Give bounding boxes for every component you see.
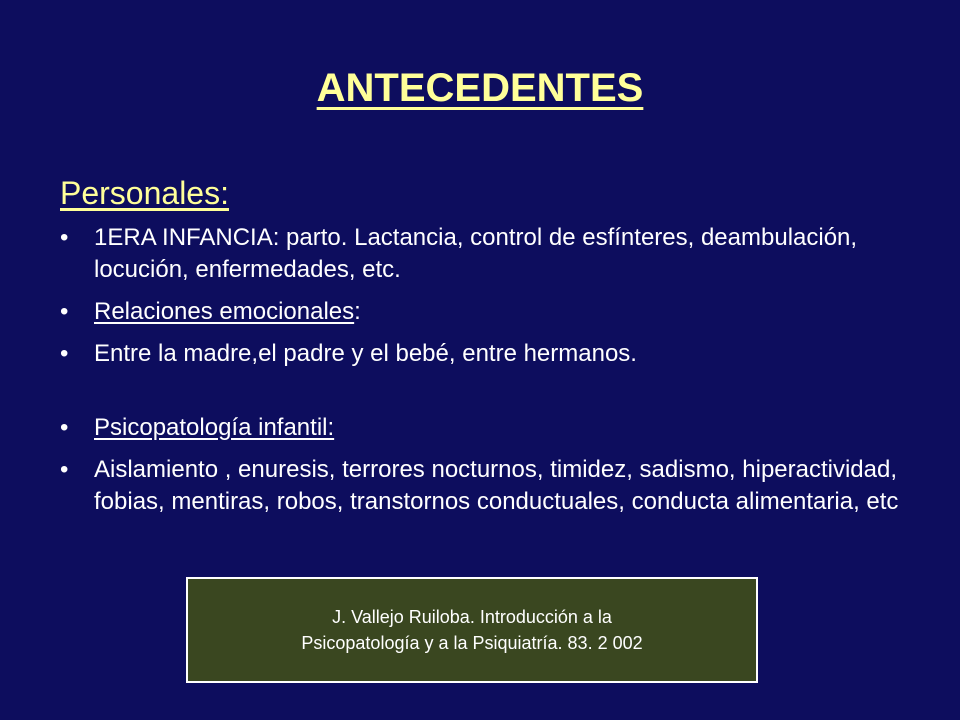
- bullet-text: Entre la madre,el padre y el bebé, entre hermanos.: [94, 340, 637, 367]
- bullet-dot: •: [60, 340, 69, 367]
- bullet-item-relaciones-emocionales: [60, 296, 930, 328]
- bullet-list: [60, 222, 930, 528]
- bullet-dot: •: [60, 414, 69, 441]
- bullet-dot: •: [60, 298, 69, 325]
- slide-title: ANTECEDENTES: [316, 66, 644, 110]
- bullet-dot: •: [60, 224, 69, 251]
- reference-line-1: J. Vallejo Ruiloba. Introducción a la: [332, 607, 612, 627]
- bullet-item-psicopatologia-infantil: [60, 412, 930, 444]
- reference-box: [186, 577, 758, 683]
- bullet-text: 1ERA INFANCIA: parto. Lactancia, control de esfínteres, deambulación, locución, enfermedades, etc.: [94, 224, 858, 283]
- bullet-text: Aislamiento , enuresis, terrores nocturnos, timidez, sadismo, hiperactividad, fobias, mentiras, robos, transtornos conductuales, conducta alimentaria, etc: [94, 456, 899, 515]
- section-heading-personales: Personales:: [60, 175, 229, 211]
- bullet-dot: •: [60, 456, 69, 483]
- bullet-text-suffix: :: [354, 298, 361, 325]
- bullet-item-aislamiento: [60, 454, 930, 518]
- bullet-text-underlined: Psicopatología infantil:: [94, 414, 335, 441]
- bullet-item-primera-infancia: [60, 222, 930, 286]
- bullet-item-entre-la-madre: [60, 338, 930, 370]
- bullet-text-underlined: Relaciones emocionales: [94, 298, 355, 325]
- reference-line-2: Psicopatología y a la Psiquiatría. 83. 2 002: [301, 633, 643, 653]
